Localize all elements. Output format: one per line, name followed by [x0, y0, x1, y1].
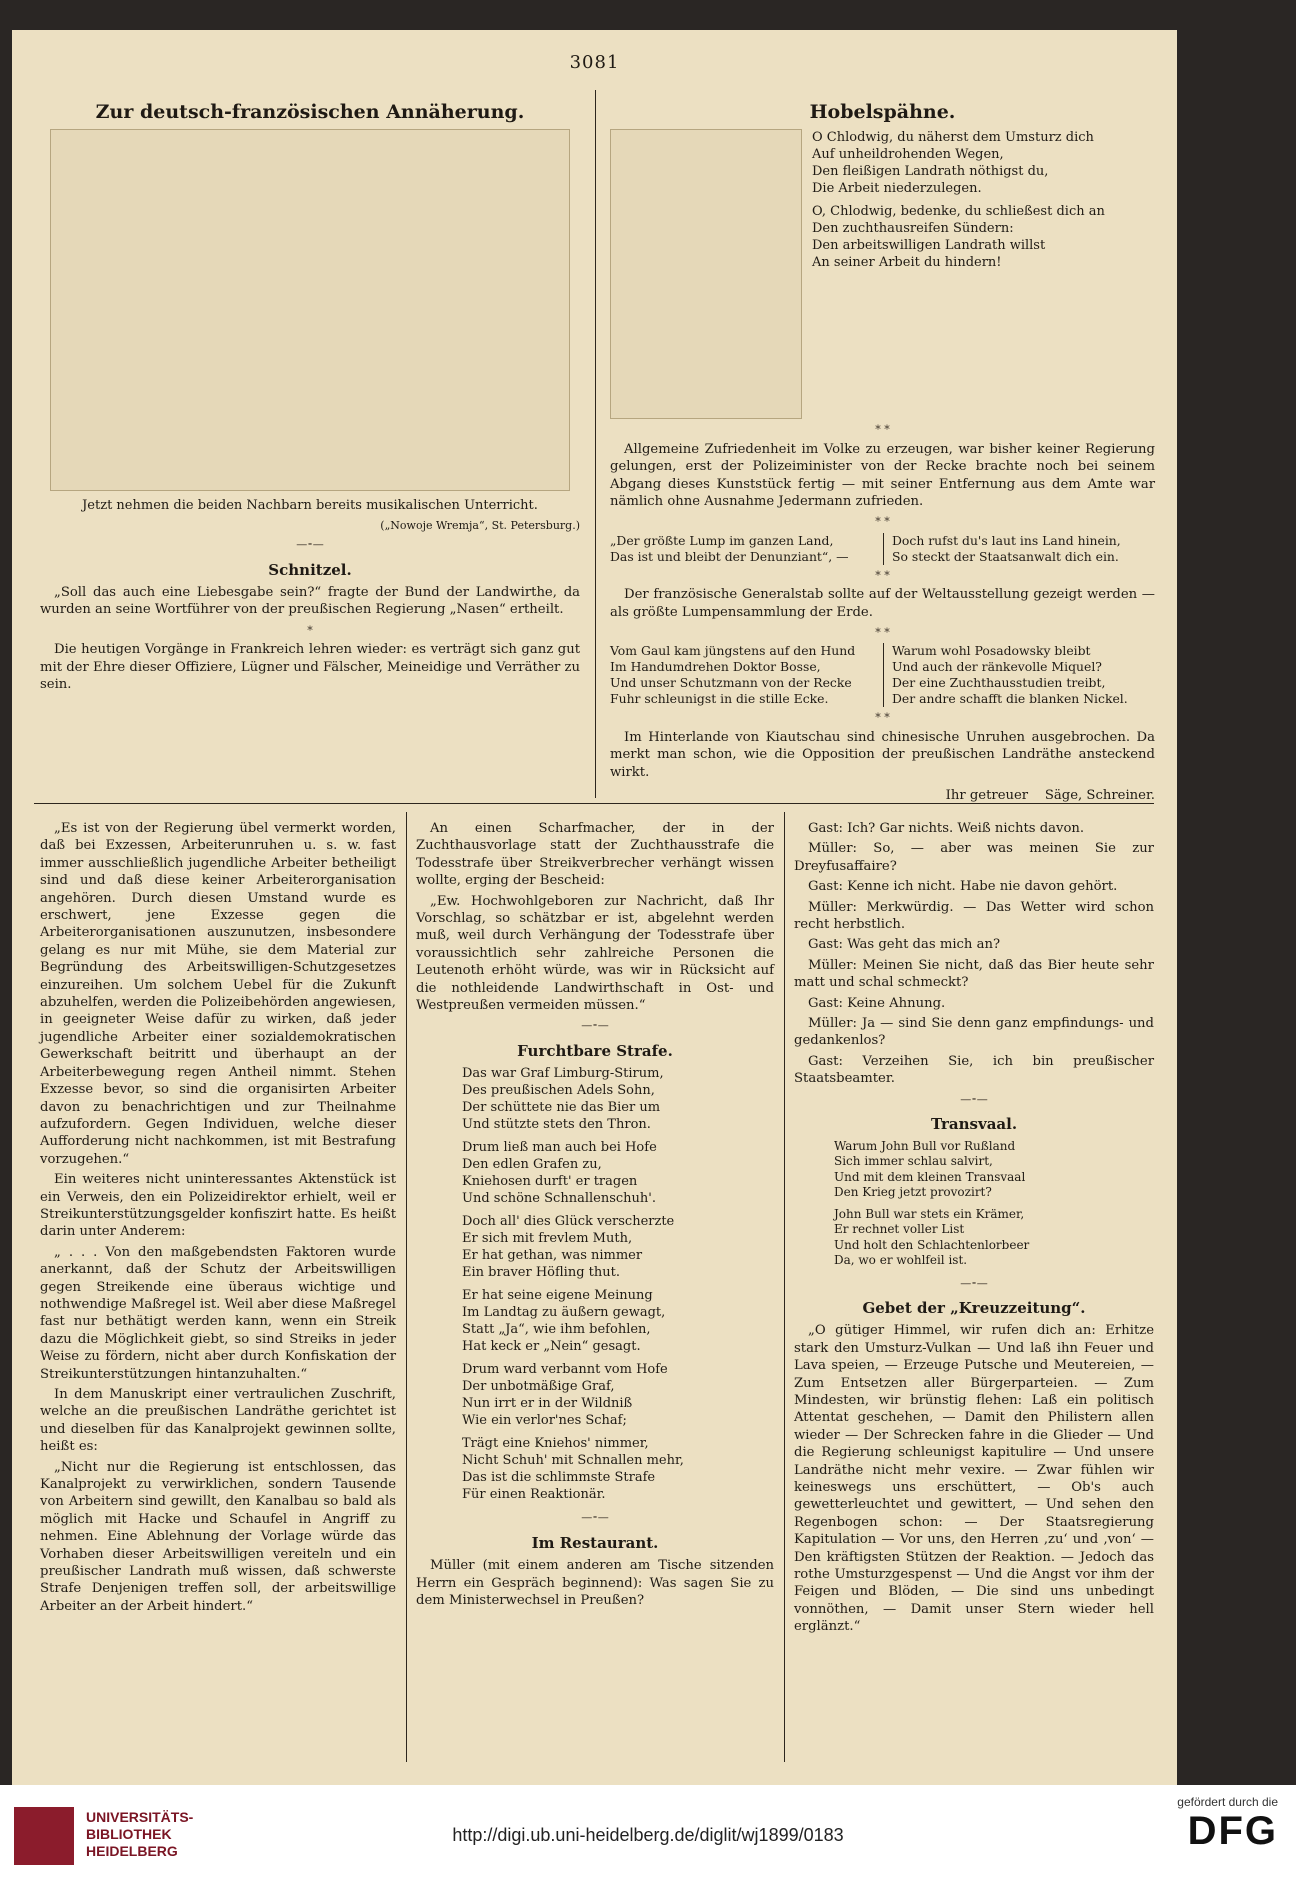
- schnitzel-title: Schnitzel.: [268, 560, 352, 579]
- hobel-paragraph-2: Der französische Generalstab sollte auf der Weltausstellung gezeigt werden — als größte Lumpensammlung der Erde.: [610, 587, 1155, 620]
- gebet-title: Gebet der „Kreuzzeitung“.: [862, 1298, 1086, 1317]
- dialogue-line: Gast: Keine Ahnung.: [808, 995, 946, 1011]
- verse-1: O Chlodwig, du näherst dem Umsturz dich Auf unheildrohenden Wegen, Den fleißigen Landrath nöthigst du, Die Arbeit niederzulegen.: [812, 130, 1094, 197]
- logo-line: BIBLIOTHEK: [86, 1826, 172, 1842]
- bottom-column-2: [416, 820, 774, 1612]
- top-left-section: [40, 101, 580, 696]
- schnitzel-paragraph-2: Die heutigen Vorgänge in Frankreich lehren wieder: es verträgt sich ganz gut mit der Ehre dieser Offiziere, Lügner und Fälscher, Meineidige und Verräther zu sein.: [40, 642, 580, 693]
- transvaal-stanza-2: John Bull war stets ein Krämer, Er rechnet voller List Und holt den Schlachtenlorbeer Da, wo er wohlfeil ist.: [834, 1206, 1030, 1267]
- transvaal-verse: [794, 1139, 1154, 1269]
- sponsor-text: gefördert durch die: [1177, 1795, 1278, 1809]
- col2-paragraph-2: „Ew. Hochwohlgeboren zur Nachricht, daß Ihr Vorschlag, so schätzbar er ist, abgelehnt werden muß, weil durch Verhängung der Todesstrafe über voraussichtlich sehr zahlreiche Personen die Leutenoth erhöht würde, was wir in Rücksicht auf die nothleidende Landwirthschaft in Ost- und Westpreußen vermeiden müssen.“: [416, 893, 774, 1014]
- verse-2: O, Chlodwig, bedenke, du schließest dich an Den zuchthausreifen Sündern: Den arbeitswilligen Landrath willst An seiner Arbeit du hindern!: [812, 204, 1105, 271]
- footer-bar: [0, 1785, 1296, 1885]
- dialogue-line: Gast: Ich? Gar nichts. Weiß nichts davon.: [808, 821, 1085, 836]
- cartoon-title: Zur deutsch-französischen Annäherung.: [95, 101, 525, 123]
- carpenter-illustration: [610, 129, 802, 419]
- separator: —⁃—: [960, 1092, 988, 1106]
- separator: —⁃—: [960, 1276, 988, 1290]
- cartoon-source: („Nowoje Wremja“, St. Petersburg.): [380, 518, 580, 532]
- cartoon-caption: Jetzt nehmen die beiden Nachbarn bereits musikalischen Unterricht.: [82, 498, 538, 514]
- dialogue-line: Müller: Ja — sind Sie denn ganz empfindungs- und gedankenlos?: [794, 1016, 1154, 1049]
- separator: —⁃—: [581, 1511, 609, 1525]
- newspaper-page: [12, 30, 1177, 1785]
- couplet-right: Doch rufst du's laut ins Land hinein, So steckt der Staatsanwalt dich ein.: [883, 533, 1155, 565]
- separator: * *: [875, 423, 890, 437]
- poem-body: [416, 1065, 774, 1503]
- signature: [610, 787, 1155, 804]
- col1-paragraph-5: „Nicht nur die Regierung ist entschlossen, das Kanalprojekt zu verwirklichen, sondern Tausende von Arbeitern sind gewillt, den Kanalbau so bald als möglich mit Hacke und Schaufel in Angriff zu nehmen. Eine Ablehnung der Vorlage würde das Vorhaben dieser Arbeitswilligen vereiteln und ein preußischer Landrath muß wissen, daß schwerste Strafe Denjenigen treffen soll, der arbeitswillige Arbeiter an der Arbeit hindert.“: [40, 1459, 396, 1614]
- bottom-column-divider-1: [406, 812, 407, 1762]
- top-right-section: [610, 101, 1155, 805]
- dfg-logo: DFG: [1187, 1809, 1278, 1853]
- bottom-column-1: [40, 820, 396, 1618]
- couplet-right: Warum wohl Posadowsky bleibt Und auch der ränkevolle Miquel? Der eine Zuchthausstudien treibt, Der andre schafft die blanken Nickel.: [883, 643, 1155, 707]
- dialogue-line: Gast: Verzeihen Sie, ich bin preußischer Staatsbeamter.: [794, 1053, 1154, 1087]
- separator: * *: [875, 711, 890, 725]
- hobel-paragraph-3: Im Hinterlande von Kiautschau sind chinesische Unruhen ausgebrochen. Da merkt man schon, wie die Opposition der preußischen Landräthe ansteckend wirkt.: [610, 729, 1155, 780]
- signature-name: Säge, Schreiner.: [1044, 788, 1155, 804]
- top-column-divider: [595, 90, 596, 798]
- hobel-paragraph-1: Allgemeine Zufriedenheit im Volke zu erzeugen, war bisher keiner Regierung gelungen, erst der Polizeiminister von der Recke brachte noch bei seinem Abgang dieses Kunststück fertig — mit seiner Entfernung aus dem Amte war nämlich ohne Ausnahme Jedermann zufrieden.: [610, 441, 1155, 510]
- couplet-pair-1: [610, 533, 1155, 565]
- bottom-column-3: [794, 820, 1154, 1639]
- poem-stanza: Er hat seine eigene Meinung Im Landtag zu äußern gewagt, Statt „Ja“, wie ihm befohlen, Hat keck er „Nein“ gesagt.: [462, 1288, 666, 1355]
- poem-stanza: Trägt eine Kniehos' nimmer, Nicht Schuh' mit Schnallen mehr, Das ist die schlimmste Strafe Für einen Reaktionär.: [462, 1436, 684, 1503]
- dialogue-line: Müller: So, — aber was meinen Sie zur Dreyfusaffaire?: [794, 841, 1154, 874]
- couplet-pair-2: [610, 643, 1155, 707]
- restaurant-paragraph: Müller (mit einem anderen am Tische sitzenden Herrn ein Gespräch beginnend): Was sagen Sie zu dem Ministerwechsel in Preußen?: [416, 1558, 774, 1608]
- logo-line: UNIVERSITÄTS-: [86, 1809, 194, 1825]
- col1-paragraph-4: In dem Manuskript einer vertraulichen Zuschrift, welche an die preußischen Landräthe gerichtet ist und dieselben für das Kanalprojekt gewinnen sollte, heißt es:: [40, 1387, 396, 1455]
- dialogue-line: Gast: Was geht das mich an?: [808, 937, 1001, 953]
- poem-stanza: Doch all' dies Glück verscherzte Er sich mit frevlem Muth, Er hat gethan, was nimmer Ein braver Höfling thut.: [462, 1214, 675, 1281]
- dialogue-line: Gast: Kenne ich nicht. Habe nie davon gehört.: [808, 879, 1118, 895]
- col1-paragraph-2: Ein weiteres nicht uninteressantes Aktenstück ist ein Verweis, den ein Polizeidirektor erhielt, weil er Streikunterstützungsgelder konfiszirt hatte. Es heißt darin unter Anderem:: [40, 1172, 396, 1240]
- separator: * *: [875, 568, 890, 582]
- separator: * *: [875, 626, 890, 640]
- col1-paragraph-3: „ . . . Von den maßgebendsten Faktoren wurde anerkannt, daß der Schutz der Arbeitswilligen gegen Streikende eine überaus wichtige und nothwendige Maßregel ist. Weil aber diese Maßregel fast nur bethätigt werden kann, wenn ein Streik dazu die Möglichkeit giebt, so sind Streiks in jeder Weise zu fördern, nicht aber durch Konfiskation der Streikunterstützungen hintanzuhalten.“: [40, 1244, 397, 1382]
- couplet-left: „Der größte Lump im ganzen Land, Das ist und bleibt der Denunziant“, —: [610, 532, 849, 564]
- dialogue-line: Müller: Meinen Sie nicht, daß das Bier heute sehr matt und schal schmeckt?: [794, 957, 1154, 991]
- poem-stanza: Drum ließ man auch bei Hofe Den edlen Grafen zu, Kniehosen durft' er tragen Und schöne Schnallenschuh'.: [462, 1140, 657, 1207]
- page-number: 3081: [569, 52, 620, 73]
- sponsor: [1177, 1795, 1278, 1853]
- col1-paragraph-1: „Es ist von der Regierung übel vermerkt worden, daß bei Exzessen, Arbeiterunruhen u. s. w. fast immer ausschließlich jugendliche Arbeiter betheiligt sind und daß diese keiner Arbeiterorganisation angehören. Durch diesen Umstand wurde es erschwert, jene Exzesse gegen die Arbeiterorganisationen auszunutzen, insbesondere gelang es nur mit Mühe, sie dem Material zur Begründung des Arbeitswilligen-Schutzgesetzes einzureihen. Um solchem Uebel für die Zukunft abzuhelfen, werden die Polizeibehörden angewiesen, in geeigneter Weise dafür zu wirken, daß jeder jugendliche Arbeiter einer sozialdemokratischen Gewerkschaft beitritt und überhaupt an der Arbeiterbewegung regen Antheil nimmt. Stehen Exzesse bevor, so sind die organisirten Arbeiter davon zu benachrichtigen und zur Theilnahme aufzufordern. Gegen Individuen, welche dieser Aufforderung nicht nachkommen, ist mit Bestrafung vorzugehen.“: [40, 821, 396, 1167]
- dialogue-line: Müller: Merkwürdig. — Das Wetter wird schon recht herbstlich.: [794, 899, 1154, 933]
- hobelspaehne-title: Hobelspähne.: [809, 101, 956, 123]
- poem-stanza: Das war Graf Limburg-Stirum, Des preußischen Adels Sohn, Der schüttete nie das Bier um Und stützte stets den Thron.: [462, 1066, 664, 1133]
- separator: —⁃—: [296, 538, 324, 552]
- col2-paragraph-1: An einen Scharfmacher, der in der Zuchthausvorlage statt der Zuchthausstrafe die Todesstrafe über Streikverbrecher verhängt wissen wollte, erging der Bescheid:: [416, 821, 774, 889]
- restaurant-title: Im Restaurant.: [531, 1533, 659, 1552]
- transvaal-title: Transvaal.: [930, 1115, 1018, 1134]
- signature-greeting: Ihr getreuer: [945, 788, 1029, 804]
- couplet-left: Vom Gaul kam jüngstens auf den Hund Im Handumdrehen Doktor Bosse, Und unser Schutzmann von der Recke Fuhr schleunigst in die stille Ecke.: [610, 643, 856, 707]
- gebet-paragraph: „O gütiger Himmel, wir rufen dich an: Erhitze stark den Umsturz-Vulkan — Und laß ihn Feuer und Lava speien, — Erzeuge Putsche und Meutereien, — Zum Entsetzen aller Bürgerparteien. — Zum Mindesten, wir brünstig flehen: Laß ein politisch Attentat geschehen, — Damit den Philistern allen wieder — Der Schrecken fahre in die Glieder — Und die Regierung schleunigst kapitulire — Und unsere Landräthe nicht mehr vexire. — Zwar fühlen wir keineswegs uns erschüttert, — Ob's auch gewetterleuchtet und gewittert, — Und sehen den Regenbogen schon: — Der Staatsregierung Kapitulation — Vor uns, den Herren ‚zu‘ und ‚von‘ — Den kräftigsten Stützen der Reaktion. — Jedoch das rothe Umsturzgespenst — Und die Angst vor ihm der Feigen und Blöden, — Die sind uns unbedingt vonnöthen, — Damit unser Stern wieder hell erglänzt.“: [794, 1323, 1154, 1635]
- separator: *: [307, 623, 313, 637]
- cartoon-illustration: [50, 129, 570, 491]
- separator: * *: [875, 515, 890, 529]
- separator: —⁃—: [581, 1019, 609, 1033]
- logo-line: HEIDELBERG: [86, 1843, 178, 1859]
- transvaal-stanza-1: Warum John Bull vor Rußland Sich immer schlau salvirt, Und mit dem kleinen Transvaal Den Krieg jetzt provozirt?: [834, 1138, 1026, 1199]
- schnitzel-paragraph-1: „Soll das auch eine Liebesgabe sein?“ fragte der Bund der Landwirthe, da wurden an seine Wortführer von der preußischen Regierung „Nasen“ ertheilt.: [40, 585, 580, 618]
- poem-title: Furchtbare Strafe.: [517, 1041, 673, 1060]
- source-url[interactable]: http://digi.ub.uni-heidelberg.de/diglit/wj1899/0183: [452, 1825, 844, 1845]
- poem-stanza: Drum ward verbannt vom Hofe Der unbotmäßige Graf, Nun irrt er in der Wildniß Wie ein verlor'nes Schaf;: [462, 1362, 668, 1429]
- bottom-column-divider-2: [784, 812, 785, 1762]
